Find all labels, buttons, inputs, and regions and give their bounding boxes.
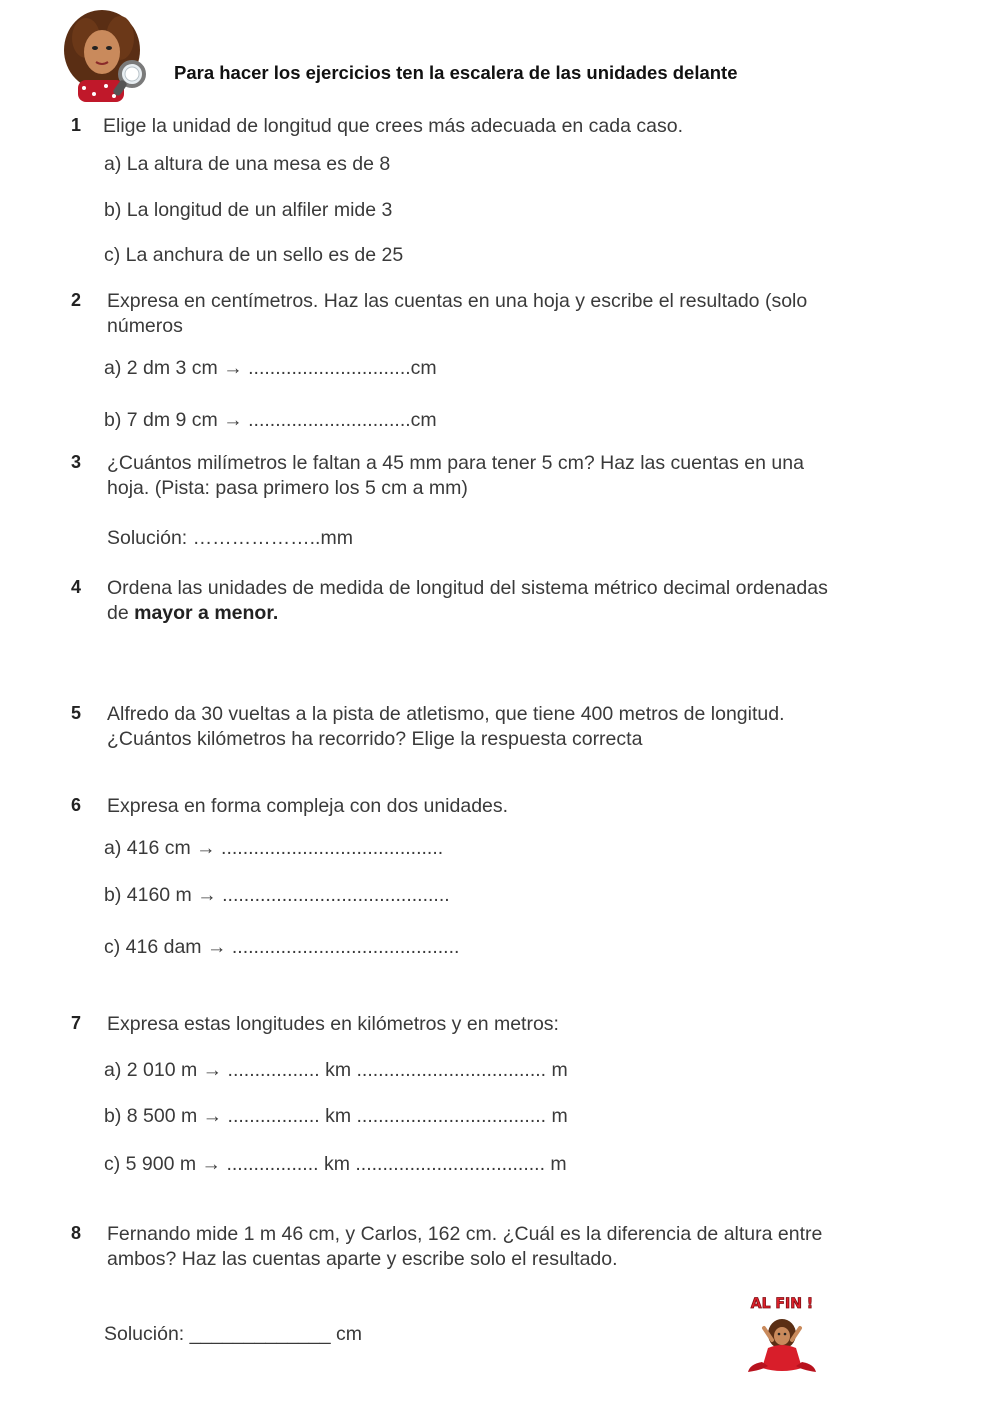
question-2-item-a: a) 2 dm 3 cm → ..............................cm xyxy=(104,357,437,379)
al-fin-badge-text: AL FIN ! xyxy=(750,1296,814,1312)
question-7-item-c: c) 5 900 m → ................. km ................................... m xyxy=(104,1153,567,1175)
question-3-solution: Solución: ………………..mm xyxy=(107,527,353,549)
question-8-solution: Solución: _____________ cm xyxy=(104,1323,363,1345)
question-4-emphasis: mayor a menor. xyxy=(134,602,279,624)
question-number-6: 6 xyxy=(71,795,82,815)
question-6-item-c: c) 416 dam → .......................................... xyxy=(104,936,460,958)
question-7-text: Expresa estas longitudes en kilómetros y en metros: xyxy=(107,1013,559,1035)
question-6-item-b: b) 4160 m → .......................................... xyxy=(104,884,450,906)
question-number-2: 2 xyxy=(71,290,82,310)
question-4-text-line1: Ordena las unidades de medida de longitud del sistema métrico decimal ordenadas xyxy=(107,577,828,599)
question-6-item-a: a) 416 cm → ......................................... xyxy=(104,837,444,859)
question-4-prefix: de xyxy=(107,602,135,624)
question-2-text-line1: Expresa en centímetros. Haz las cuentas en una hoja y escribe el resultado (solo xyxy=(107,290,808,312)
question-1-text: Elige la unidad de longitud que crees más adecuada en cada caso. xyxy=(103,115,683,137)
page-title: Para hacer los ejercicios ten la escalera de las unidades delante xyxy=(174,62,738,83)
question-number-3: 3 xyxy=(71,452,82,472)
question-number-7: 7 xyxy=(71,1013,82,1033)
question-2-item-b: b) 7 dm 9 cm → ..............................cm xyxy=(104,409,437,431)
question-1-item-c: c) La anchura de un sello es de 25 xyxy=(104,244,404,266)
question-5-text-line2: ¿Cuántos kilómetros ha recorrido? Elige la respuesta correcta xyxy=(107,728,643,750)
al-fin-celebration-icon xyxy=(742,1292,822,1376)
question-3-text-line1: ¿Cuántos milímetros le faltan a 45 mm para tener 5 cm? Haz las cuentas en una xyxy=(107,452,804,474)
question-number-4: 4 xyxy=(71,577,82,597)
avatar-with-magnifier-icon xyxy=(58,8,150,104)
question-8-text-line2: ambos? Haz las cuentas aparte y escribe solo el resultado. xyxy=(107,1248,618,1270)
question-7-item-a: a) 2 010 m → ................. km ................................... m xyxy=(104,1059,568,1081)
question-7-item-b: b) 8 500 m → ................. km ................................... m xyxy=(104,1105,568,1127)
question-1-item-b: b) La longitud de un alfiler mide 3 xyxy=(104,199,393,221)
question-3-text-line2: hoja. (Pista: pasa primero los 5 cm a mm) xyxy=(107,477,468,499)
question-5-text-line1: Alfredo da 30 vueltas a la pista de atletismo, que tiene 400 metros de longitud. xyxy=(107,703,785,725)
question-2-text-line2: números xyxy=(107,315,183,337)
question-number-8: 8 xyxy=(71,1223,82,1243)
question-1-item-a: a) La altura de una mesa es de 8 xyxy=(104,153,391,175)
question-number-1: 1 xyxy=(71,115,82,135)
question-6-text: Expresa en forma compleja con dos unidades. xyxy=(107,795,509,817)
question-number-5: 5 xyxy=(71,703,82,723)
question-8-text-line1: Fernando mide 1 m 46 cm, y Carlos, 162 cm. ¿Cuál es la diferencia de altura entre xyxy=(107,1223,823,1245)
question-4-text-line2 xyxy=(107,601,278,626)
